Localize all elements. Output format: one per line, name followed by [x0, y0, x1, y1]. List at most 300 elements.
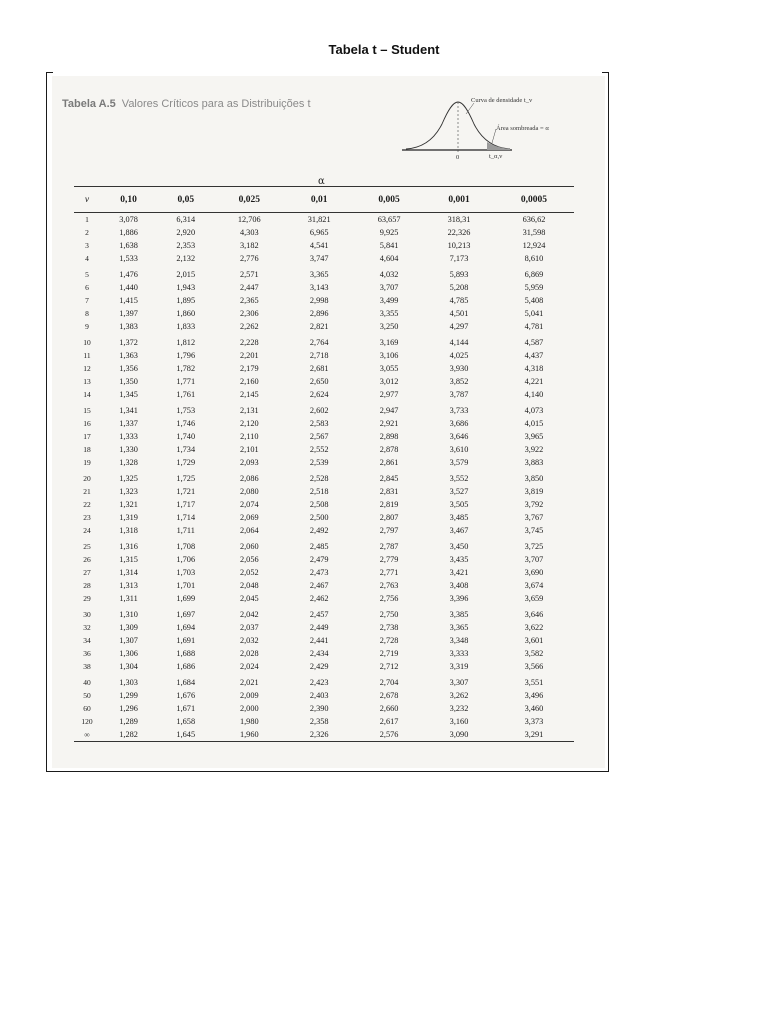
- critical-value-cell: 3,922: [524, 445, 544, 454]
- critical-value-cell: 3,182: [239, 241, 259, 250]
- critical-value-cell: 2,434: [309, 649, 329, 658]
- critical-value-cell: 3,579: [449, 458, 469, 467]
- critical-value-cell: 2,576: [354, 728, 424, 742]
- df-cell: 32: [83, 623, 91, 632]
- critical-value-cell: 2,552: [309, 445, 329, 454]
- alpha-header: 0,025: [214, 187, 284, 213]
- table-row: [74, 728, 574, 742]
- critical-value-cell: 3,396: [449, 594, 469, 603]
- df-cell: 19: [83, 458, 91, 467]
- critical-value-cell: 1,694: [176, 623, 196, 632]
- critical-value-cell: 2,776: [239, 254, 259, 263]
- df-cell: 10: [83, 338, 91, 347]
- critical-value-cell: 2,000: [239, 704, 259, 713]
- critical-value-cell: 5,959: [524, 283, 544, 292]
- critical-value-cell: 2,738: [379, 623, 399, 632]
- page-title: Tabela t – Student: [328, 42, 440, 57]
- critical-value-cell: 1,314: [119, 568, 138, 577]
- critical-value-cell: 1,303: [119, 678, 138, 687]
- critical-value-cell: 3,852: [449, 377, 469, 386]
- critical-value-cell: 2,678: [379, 691, 399, 700]
- alpha-header: 0,005: [354, 187, 424, 213]
- critical-value-cell: 2,160: [239, 377, 259, 386]
- critical-value-cell: 4,303: [239, 228, 259, 237]
- critical-value-cell: 3,767: [524, 513, 544, 522]
- critical-value-cell: 2,787: [379, 542, 399, 551]
- critical-value-cell: 3,078: [119, 215, 138, 224]
- critical-value-cell: 2,056: [239, 555, 259, 564]
- critical-value-cell: 3,373: [524, 717, 544, 726]
- critical-value-cell: 2,462: [309, 594, 329, 603]
- df-cell: 13: [83, 377, 91, 386]
- critical-value-cell: 2,449: [309, 623, 329, 632]
- critical-value-cell: 1,313: [119, 581, 138, 590]
- table-row: [74, 333, 574, 349]
- critical-value-cell: 1,686: [176, 662, 196, 671]
- critical-value-cell: 3,686: [449, 419, 469, 428]
- critical-value-cell: 3,527: [449, 487, 469, 496]
- table-row: [74, 621, 574, 634]
- table-row: [74, 456, 574, 469]
- table-row: [74, 511, 574, 524]
- critical-value-cell: 2,045: [239, 594, 259, 603]
- table-row: [74, 537, 574, 553]
- critical-value-cell: 3,307: [449, 678, 469, 687]
- critical-value-cell: 2,779: [379, 555, 399, 564]
- df-cell: 8: [85, 309, 89, 318]
- critical-value-cell: 2,028: [239, 649, 259, 658]
- density-pointer: [466, 103, 474, 114]
- critical-value-cell: 2,064: [239, 526, 259, 535]
- critical-value-cell: 1,319: [119, 513, 138, 522]
- critical-value-cell: 3,106: [379, 351, 399, 360]
- critical-value-cell: 2,704: [379, 678, 399, 687]
- critical-value-cell: 2,110: [240, 432, 259, 441]
- critical-value-cell: 2,896: [309, 309, 329, 318]
- critical-value-cell: 2,602: [309, 406, 329, 415]
- critical-value-cell: 636,62: [522, 215, 546, 224]
- critical-value-cell: 3,499: [379, 296, 399, 305]
- critical-value-cell: 1,717: [176, 500, 196, 509]
- table-row: [74, 702, 574, 715]
- critical-value-cell: 2,390: [309, 704, 329, 713]
- critical-value-cell: 2,807: [379, 513, 399, 522]
- critical-value-cell: 5,041: [524, 309, 544, 318]
- critical-value-cell: 3,055: [379, 364, 399, 373]
- critical-value-cell: 2,365: [239, 296, 259, 305]
- critical-value-cell: 3,385: [449, 610, 469, 619]
- critical-value-cell: 3,601: [524, 636, 544, 645]
- df-cell: 120: [81, 717, 93, 726]
- table-row: [74, 239, 574, 252]
- critical-value-cell: 3,485: [449, 513, 469, 522]
- table-row: [74, 252, 574, 265]
- critical-value-cell: 3,792: [524, 500, 544, 509]
- df-cell: 14: [83, 390, 91, 399]
- df-cell: 60: [83, 704, 91, 713]
- table-body: [74, 213, 574, 742]
- critical-value-cell: 3,355: [379, 309, 399, 318]
- critical-value-cell: 3,659: [524, 594, 544, 603]
- critical-value-cell: 1,671: [176, 704, 196, 713]
- critical-value-cell: 1,383: [119, 322, 138, 331]
- critical-value-cell: 2,681: [309, 364, 329, 373]
- critical-value-cell: 2,624: [309, 390, 329, 399]
- critical-value-cell: 2,024: [239, 662, 259, 671]
- critical-value-cell: 2,845: [379, 474, 399, 483]
- table-caption-text: Valores Críticos para as Distribuições t: [121, 98, 311, 110]
- critical-value-cell: 3,467: [449, 526, 469, 535]
- table-row: [74, 592, 574, 605]
- df-cell: 7: [85, 296, 89, 305]
- critical-value-cell: 1,860: [176, 309, 196, 318]
- critical-value-cell: 2,650: [309, 377, 329, 386]
- df-cell: 17: [83, 432, 91, 441]
- critical-value-cell: 5,408: [524, 296, 544, 305]
- critical-value-cell: 2,423: [309, 678, 329, 687]
- df-cell: 3: [85, 241, 89, 250]
- critical-value-cell: 2,518: [309, 487, 329, 496]
- critical-value-cell: 1,311: [119, 594, 138, 603]
- critical-value-cell: 1,356: [119, 364, 138, 373]
- critical-value-cell: 1,476: [119, 270, 138, 279]
- table-row: [74, 605, 574, 621]
- critical-value-cell: 3,745: [524, 526, 544, 535]
- table-row: [74, 362, 574, 375]
- critical-value-cell: 2,326: [284, 728, 354, 742]
- critical-value-cell: 3,646: [524, 610, 544, 619]
- critical-value-cell: 6,314: [176, 215, 196, 224]
- critical-value-cell: 1,440: [119, 283, 138, 292]
- critical-value-cell: 1,943: [176, 283, 196, 292]
- table-row: [74, 647, 574, 660]
- critical-value-cell: 1,701: [176, 581, 196, 590]
- table-row: [74, 349, 574, 362]
- critical-value-cell: 1,721: [176, 487, 196, 496]
- critical-value-cell: 2,797: [379, 526, 399, 535]
- critical-value-cell: 4,140: [524, 390, 544, 399]
- df-cell: 1: [85, 215, 89, 224]
- table-row: [74, 226, 574, 239]
- critical-value-cell: 3,348: [449, 636, 469, 645]
- critical-value-cell: 2,831: [379, 487, 399, 496]
- critical-value-cell: 4,785: [449, 296, 469, 305]
- critical-value-cell: 31,821: [307, 215, 331, 224]
- critical-value-cell: 3,421: [449, 568, 469, 577]
- df-cell: 11: [83, 351, 91, 360]
- df-cell: 15: [83, 406, 91, 415]
- critical-value-cell: 3,505: [449, 500, 469, 509]
- critical-value-cell: 1,282: [100, 728, 157, 742]
- critical-value-cell: 2,528: [309, 474, 329, 483]
- critical-value-cell: 1,415: [119, 296, 138, 305]
- density-label: Curva de densidade t_v: [471, 97, 533, 104]
- critical-value-cell: 2,571: [239, 270, 259, 279]
- critical-value-cell: 6,965: [309, 228, 329, 237]
- critical-value-cell: 2,567: [309, 432, 329, 441]
- critical-value-cell: 4,318: [524, 364, 544, 373]
- critical-value-cell: 4,297: [449, 322, 469, 331]
- nu-header: ν: [74, 187, 100, 213]
- df-cell: 6: [85, 283, 89, 292]
- table-row: [74, 430, 574, 443]
- critical-value-cell: 2,764: [309, 338, 329, 347]
- critical-value-cell: 1,323: [119, 487, 138, 496]
- critical-value-cell: 2,120: [239, 419, 259, 428]
- critical-value-cell: 1,895: [176, 296, 196, 305]
- critical-value-cell: 3,232: [449, 704, 469, 713]
- critical-value-cell: 1,699: [176, 594, 196, 603]
- critical-value-cell: 4,781: [524, 322, 544, 331]
- critical-value-cell: 1,289: [119, 717, 138, 726]
- df-cell: 5: [85, 270, 89, 279]
- critical-value-cell: 2,861: [379, 458, 399, 467]
- critical-value-cell: 2,441: [309, 636, 329, 645]
- table-row: [74, 401, 574, 417]
- table-row: [74, 417, 574, 430]
- critical-value-cell: 2,467: [309, 581, 329, 590]
- df-cell: 22: [83, 500, 91, 509]
- df-cell: 38: [83, 662, 91, 671]
- df-cell: 26: [83, 555, 91, 564]
- critical-value-cell: 5,841: [379, 241, 399, 250]
- critical-value-cell: 2,042: [239, 610, 259, 619]
- critical-value-cell: 2,086: [239, 474, 259, 483]
- critical-value-cell: 1,697: [176, 610, 196, 619]
- critical-value-cell: 3,707: [379, 283, 399, 292]
- table-row: [74, 566, 574, 579]
- critical-value-cell: 1,316: [119, 542, 138, 551]
- critical-value-cell: 2,473: [309, 568, 329, 577]
- critical-value-cell: 4,032: [379, 270, 399, 279]
- critical-value-cell: 2,617: [379, 717, 399, 726]
- critical-value-cell: 1,363: [119, 351, 138, 360]
- critical-value-cell: 3,169: [379, 338, 399, 347]
- critical-value-cell: 2,718: [309, 351, 329, 360]
- critical-value-cell: 22,326: [447, 228, 471, 237]
- critical-value-cell: 4,025: [449, 351, 469, 360]
- critical-value-cell: 1,703: [176, 568, 196, 577]
- df-cell: 28: [83, 581, 91, 590]
- table-row: [74, 634, 574, 647]
- critical-value-cell: 3,408: [449, 581, 469, 590]
- header-row: [74, 187, 574, 213]
- critical-value-cell: 2,358: [309, 717, 329, 726]
- critical-value-cell: 5,893: [449, 270, 469, 279]
- table-row: [74, 673, 574, 689]
- critical-value-cell: 2,052: [239, 568, 259, 577]
- table-row: [74, 715, 574, 728]
- critical-value-cell: 1,714: [176, 513, 196, 522]
- critical-value-cell: 1,328: [119, 458, 138, 467]
- critical-value-cell: 1,296: [119, 704, 138, 713]
- critical-value-cell: 1,729: [176, 458, 196, 467]
- critical-value-cell: 2,060: [239, 542, 259, 551]
- critical-value-cell: 3,707: [524, 555, 544, 564]
- critical-value-cell: 2,898: [379, 432, 399, 441]
- df-cell: 50: [83, 691, 91, 700]
- df-cell: 27: [83, 568, 91, 577]
- table-row: [74, 213, 574, 227]
- critical-value-cell: 1,350: [119, 377, 138, 386]
- critical-value-cell: 1,833: [176, 322, 196, 331]
- critical-value-cell: 2,492: [309, 526, 329, 535]
- critical-value-cell: 2,771: [379, 568, 399, 577]
- critical-value-cell: 2,306: [239, 309, 259, 318]
- critical-value-cell: 1,372: [119, 338, 138, 347]
- critical-value-cell: 1,761: [176, 390, 196, 399]
- critical-value-cell: 2,660: [379, 704, 399, 713]
- critical-value-cell: 1,746: [176, 419, 196, 428]
- critical-value-cell: 4,604: [379, 254, 399, 263]
- table-number: Tabela A.5: [62, 98, 116, 110]
- critical-value-cell: 1,321: [119, 500, 138, 509]
- t-distribution-table: [74, 186, 574, 742]
- critical-value-cell: 2,179: [239, 364, 259, 373]
- critical-value-cell: 1,330: [119, 445, 138, 454]
- critical-value-cell: 3,333: [449, 649, 469, 658]
- critical-value-cell: 4,501: [449, 309, 469, 318]
- critical-value-cell: 1,309: [119, 623, 138, 632]
- critical-value-cell: 1,796: [176, 351, 196, 360]
- critical-value-cell: 3,090: [424, 728, 494, 742]
- table-row: [74, 281, 574, 294]
- critical-value-cell: 2,821: [309, 322, 329, 331]
- critical-value-cell: 1,325: [119, 474, 138, 483]
- critical-value-cell: 1,980: [239, 717, 259, 726]
- table-row: [74, 469, 574, 485]
- critical-value-cell: 3,733: [449, 406, 469, 415]
- critical-value-cell: 8,610: [524, 254, 544, 263]
- df-cell: 4: [85, 254, 89, 263]
- df-cell: 12: [83, 364, 91, 373]
- critical-value-cell: 2,712: [379, 662, 399, 671]
- critical-value-cell: 1,740: [176, 432, 196, 441]
- critical-value-cell: 1,960: [214, 728, 284, 742]
- critical-value-cell: 2,763: [379, 581, 399, 590]
- alpha-header: 0,0005: [494, 187, 574, 213]
- alpha-header: 0,001: [424, 187, 494, 213]
- critical-value-cell: 3,160: [449, 717, 469, 726]
- table-caption: [62, 98, 311, 110]
- critical-value-cell: 3,930: [449, 364, 469, 373]
- critical-value-cell: 2,500: [309, 513, 329, 522]
- table-row: [74, 307, 574, 320]
- critical-value-cell: 1,304: [119, 662, 138, 671]
- table-row: [74, 294, 574, 307]
- critical-value-cell: 10,213: [447, 241, 471, 250]
- critical-value-cell: 1,645: [157, 728, 214, 742]
- critical-value-cell: 3,725: [524, 542, 544, 551]
- critical-value-cell: 1,658: [176, 717, 196, 726]
- critical-value-cell: 1,684: [176, 678, 196, 687]
- df-cell: 20: [83, 474, 91, 483]
- critical-value-cell: 3,460: [524, 704, 544, 713]
- alpha-header: 0,10: [100, 187, 157, 213]
- critical-value-cell: 6,869: [524, 270, 544, 279]
- critical-value-cell: 1,337: [119, 419, 138, 428]
- critical-value-cell: 4,144: [449, 338, 469, 347]
- critical-value-cell: 3,819: [524, 487, 544, 496]
- critical-value-cell: 12,924: [522, 241, 546, 250]
- critical-value-cell: 318,31: [447, 215, 471, 224]
- critical-value-cell: 3,450: [449, 542, 469, 551]
- critical-value-cell: 2,719: [379, 649, 399, 658]
- critical-value-cell: 3,610: [449, 445, 469, 454]
- critical-value-cell: 2,429: [309, 662, 329, 671]
- critical-value-cell: 1,306: [119, 649, 138, 658]
- critical-value-cell: 2,878: [379, 445, 399, 454]
- df-cell: 25: [83, 542, 91, 551]
- critical-value-cell: 3,250: [379, 322, 399, 331]
- table-row: [74, 553, 574, 566]
- critical-value-cell: 2,728: [379, 636, 399, 645]
- critical-value-cell: 2,101: [239, 445, 259, 454]
- table-row: [74, 485, 574, 498]
- critical-value-cell: 12,706: [237, 215, 261, 224]
- critical-value-cell: 3,674: [524, 581, 544, 590]
- df-cell: 18: [83, 445, 91, 454]
- critical-value-cell: 2,447: [239, 283, 259, 292]
- critical-value-cell: 4,437: [524, 351, 544, 360]
- critical-value-cell: 3,622: [524, 623, 544, 632]
- critical-value-cell: 2,977: [379, 390, 399, 399]
- critical-value-cell: 1,706: [176, 555, 196, 564]
- shaded-area-label: Área sombreada = α: [496, 125, 549, 132]
- critical-value-cell: 9,925: [379, 228, 399, 237]
- df-cell: 24: [83, 526, 91, 535]
- critical-value-cell: 1,310: [119, 610, 138, 619]
- critical-value-cell: 3,566: [524, 662, 544, 671]
- critical-value-cell: 1,708: [176, 542, 196, 551]
- critical-value-cell: 63,657: [377, 215, 401, 224]
- table-row: [74, 660, 574, 673]
- critical-value-cell: 3,365: [309, 270, 329, 279]
- df-cell: 36: [83, 649, 91, 658]
- critical-value-cell: 1,691: [176, 636, 196, 645]
- critical-value-cell: 1,753: [176, 406, 196, 415]
- critical-value-cell: 2,048: [239, 581, 259, 590]
- critical-value-cell: 3,551: [524, 678, 544, 687]
- critical-value-cell: 1,886: [119, 228, 138, 237]
- critical-value-cell: 2,228: [239, 338, 259, 347]
- table-row: [74, 689, 574, 702]
- table-row: [74, 375, 574, 388]
- critical-value-cell: 4,221: [524, 377, 544, 386]
- critical-value-cell: 1,771: [176, 377, 196, 386]
- table-row: [74, 524, 574, 537]
- table-row: [74, 388, 574, 401]
- table-row: [74, 443, 574, 456]
- alpha-header: 0,05: [157, 187, 214, 213]
- t-density-diagram: [400, 92, 570, 164]
- critical-value-cell: 2,921: [379, 419, 399, 428]
- alpha-symbol: α: [318, 176, 325, 187]
- critical-value-cell: 1,333: [119, 432, 138, 441]
- critical-value-cell: 2,009: [239, 691, 259, 700]
- critical-value-cell: 3,012: [379, 377, 399, 386]
- critical-value-cell: 3,646: [449, 432, 469, 441]
- critical-value-cell: 1,782: [176, 364, 196, 373]
- critical-value-cell: 1,341: [119, 406, 138, 415]
- critical-value-cell: 2,479: [309, 555, 329, 564]
- t-critical-label: t_α,v: [489, 153, 503, 160]
- critical-value-cell: 2,262: [239, 322, 259, 331]
- zero-label: 0: [456, 154, 460, 161]
- critical-value-cell: 2,508: [309, 500, 329, 509]
- critical-value-cell: 1,299: [119, 691, 138, 700]
- critical-value-cell: 7,173: [449, 254, 469, 263]
